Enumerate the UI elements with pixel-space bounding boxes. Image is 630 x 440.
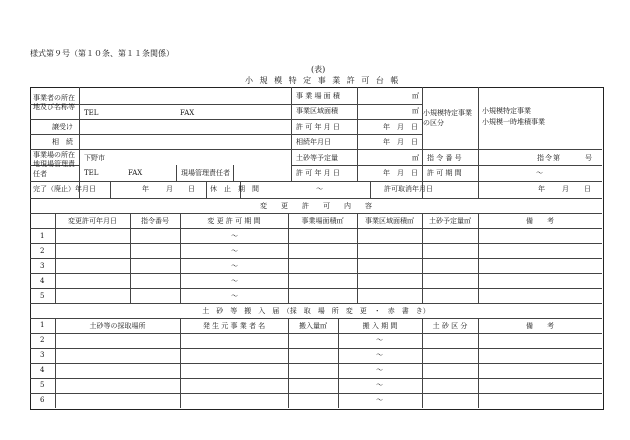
soil-row-num: 3 bbox=[40, 351, 45, 359]
soil-row-num: 1 bbox=[40, 321, 45, 329]
completion-label: 完了（廃止）年月日 bbox=[33, 185, 96, 193]
permit-period-tilde: ～ bbox=[536, 169, 543, 177]
soil-col-1: 発 生 元 事 業 者 名 bbox=[202, 321, 266, 330]
tel-label: TEL bbox=[84, 109, 99, 117]
changes-col-2: 変 更 許 可 期 間 bbox=[207, 216, 261, 225]
sqm-unit-2: ㎡ bbox=[412, 107, 419, 115]
site-fax-label: FAX bbox=[128, 169, 143, 177]
changes-col-0: 変更許可年月日 bbox=[68, 216, 117, 225]
soil-tilde: ～ bbox=[376, 381, 383, 389]
soil-col-2: 搬入量㎥ bbox=[299, 321, 327, 330]
page-title: 小 規 模 特 定 事 業 許 可 台 帳 bbox=[245, 76, 401, 85]
permit-date-value: 年 月 日 bbox=[383, 123, 418, 131]
revoke-year: 年 bbox=[538, 185, 545, 193]
changes-tilde: ～ bbox=[231, 292, 238, 300]
soil-planned-label: 土砂等予定量 bbox=[296, 154, 338, 162]
site-label: 事業場の所在地現場管理責任者 bbox=[33, 151, 75, 178]
soil-row-num: 6 bbox=[40, 396, 45, 404]
changes-col-6: 備 考 bbox=[526, 216, 554, 225]
applicant-label: 事業者の所在地及び名称等 bbox=[33, 93, 75, 111]
division-option-1: 小規模特定事業 bbox=[482, 107, 531, 115]
revoke-label: 許可取消年月日 bbox=[384, 185, 433, 193]
order-no-label: 指 令 番 号 bbox=[427, 154, 462, 162]
site-tel-label: TEL bbox=[84, 169, 99, 177]
changes-row-num: 4 bbox=[40, 277, 45, 285]
register-table bbox=[30, 87, 604, 410]
transfer-label: 譲受け bbox=[52, 123, 73, 131]
soil-col-4: 土 砂 区 分 bbox=[432, 321, 468, 330]
division-label: 小規模特定事業の区分 bbox=[423, 109, 472, 127]
inherit-label: 相 続 bbox=[52, 138, 73, 146]
changes-col-4: 事業区域面積㎡ bbox=[365, 216, 414, 225]
sqm-unit-1: ㎡ bbox=[412, 92, 419, 100]
soil-tilde: ～ bbox=[376, 336, 383, 344]
changes-section-title: 変 更 許 可 内 容 bbox=[260, 201, 372, 210]
soil-col-0: 土砂等の採取場所 bbox=[89, 321, 146, 330]
inherit-date-value: 年 月 日 bbox=[383, 138, 418, 146]
form-id: 様式第９号（第１０条、第１１条関係） bbox=[30, 49, 174, 58]
soil-row-num: 5 bbox=[40, 381, 45, 389]
changes-row-num: 3 bbox=[40, 262, 45, 270]
division-option-2: 小規模一時堆積事業 bbox=[482, 118, 545, 126]
changes-tilde: ～ bbox=[231, 262, 238, 270]
soil-row-num: 2 bbox=[40, 336, 45, 344]
completion-day: 日 bbox=[188, 185, 195, 193]
changes-row-num: 1 bbox=[40, 232, 45, 240]
changes-tilde: ～ bbox=[231, 247, 238, 255]
fax-label: FAX bbox=[180, 109, 195, 117]
soil-tilde: ～ bbox=[376, 366, 383, 374]
changes-tilde: ～ bbox=[231, 277, 238, 285]
revoke-day: 日 bbox=[584, 185, 591, 193]
suspension-label: 休 止 期 間 bbox=[210, 185, 259, 193]
soil-row-num: 4 bbox=[40, 366, 45, 374]
permit-date-label: 許 可 年 月 日 bbox=[296, 123, 340, 131]
permit-period-label: 許 可 期 間 bbox=[427, 169, 462, 177]
order-no-value: 指令第 号 bbox=[537, 154, 593, 162]
changes-col-1: 指令番号 bbox=[141, 216, 169, 225]
changes-row-num: 2 bbox=[40, 247, 45, 255]
site-area-label: 事 業 場 面 積 bbox=[296, 92, 340, 100]
soil-col-5: 備 考 bbox=[526, 321, 554, 330]
permit-date-label-2: 許 可 年 月 日 bbox=[296, 169, 340, 177]
changes-col-5: 土砂予定量㎥ bbox=[429, 216, 471, 225]
district-area-label: 事業区域面積 bbox=[296, 107, 338, 115]
cbm-unit: ㎥ bbox=[412, 154, 419, 162]
revoke-month: 月 bbox=[562, 185, 569, 193]
site-city: 下野市 bbox=[84, 154, 105, 162]
permit-date-value-2: 年 月 日 bbox=[383, 169, 418, 177]
changes-col-3: 事業場面積㎡ bbox=[301, 216, 344, 225]
site-manager-label: 現場管理責任者 bbox=[181, 169, 230, 177]
changes-tilde: ～ bbox=[231, 232, 238, 240]
side-label: (表) bbox=[311, 65, 326, 74]
completion-month: 月 bbox=[166, 185, 173, 193]
soil-tilde: ～ bbox=[376, 351, 383, 359]
soil-tilde: ～ bbox=[376, 396, 383, 404]
suspension-tilde: ～ bbox=[316, 185, 323, 193]
inherit-date-label: 相続年月日 bbox=[296, 138, 331, 146]
completion-year: 年 bbox=[142, 185, 149, 193]
changes-row-num: 5 bbox=[40, 292, 45, 300]
soil-col-3: 搬 入 期 間 bbox=[362, 321, 398, 330]
soil-section-title: 土 砂 等 搬 入 届 （採 取 場 所 変 更 ・ 赤 書 き） bbox=[202, 306, 430, 315]
